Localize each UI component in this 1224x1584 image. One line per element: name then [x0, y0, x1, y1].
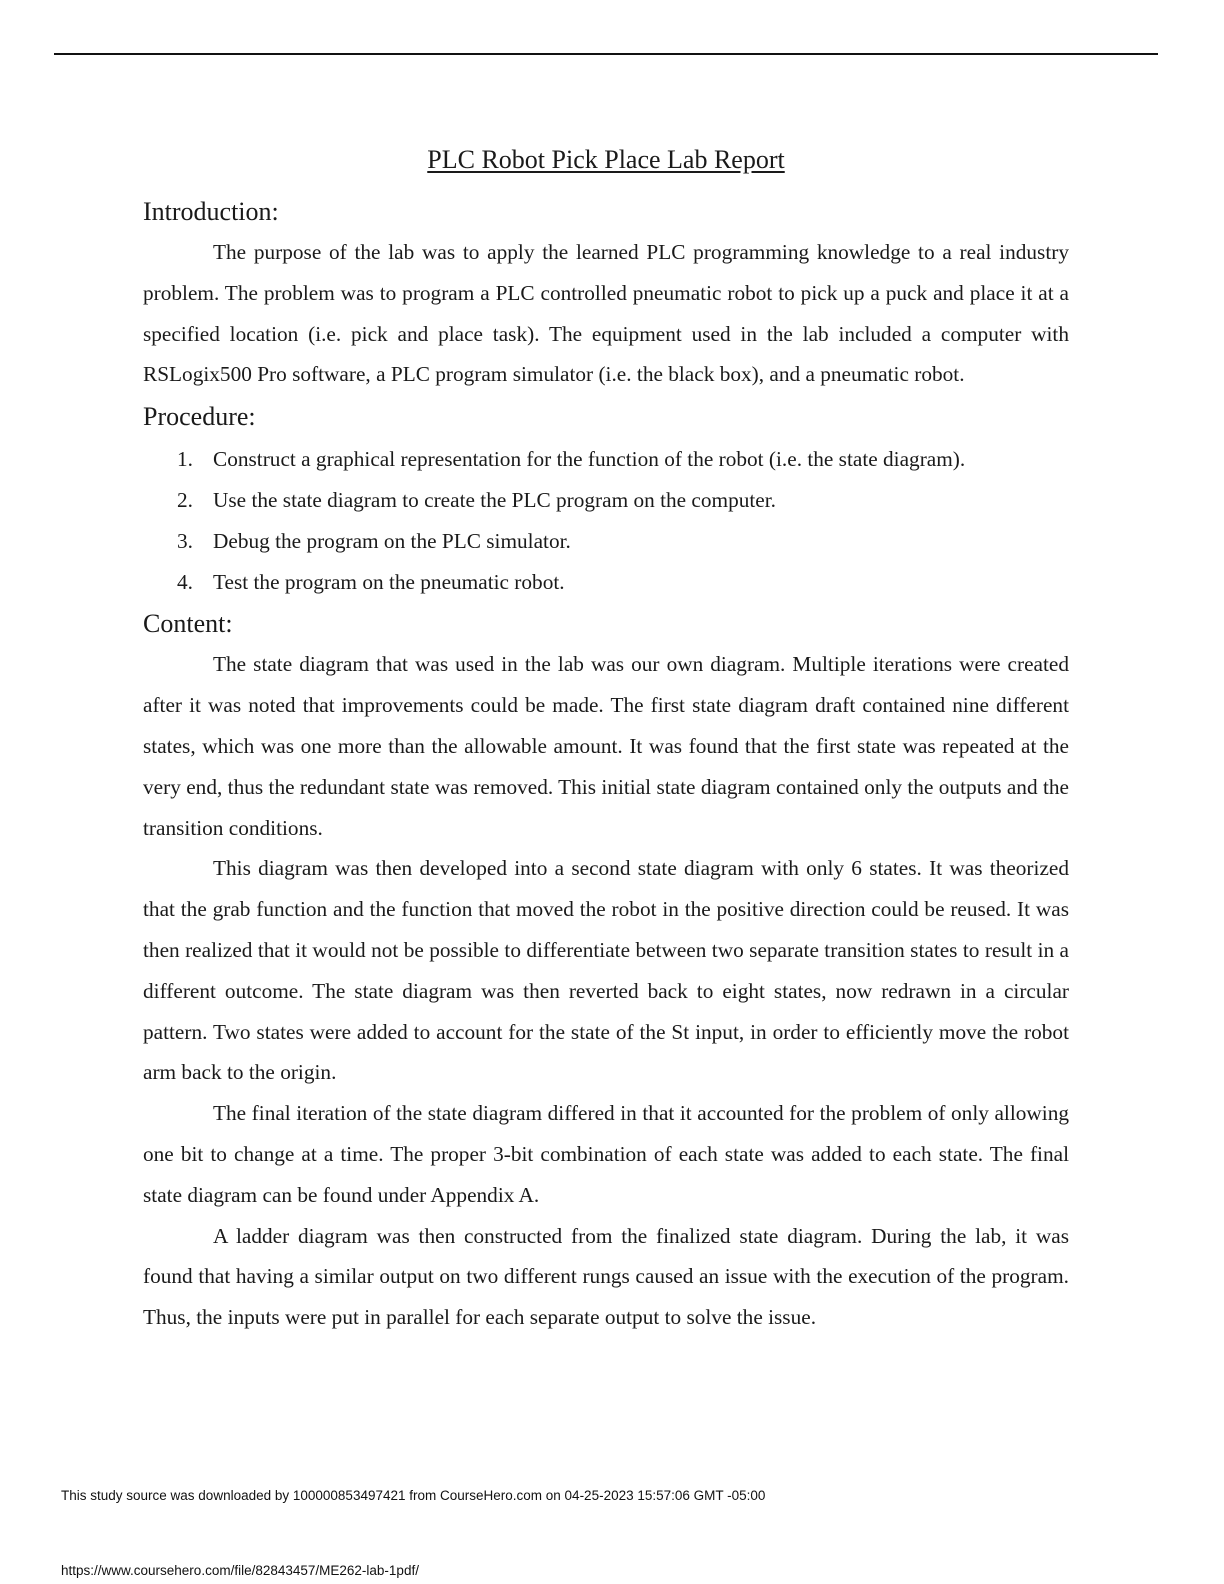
procedure-step-text: Debug the program on the PLC simulator.	[213, 528, 571, 553]
procedure-step-2	[143, 480, 1069, 521]
section-introduction	[143, 192, 1069, 395]
source-url-link[interactable]: https://www.coursehero.com/file/82843457/ME262-lab-1pdf/	[61, 1563, 419, 1578]
paragraph-introduction-1: The purpose of the lab was to apply the learned PLC programming knowledge to a real industry problem. The problem was to program a PLC controlled pneumatic robot to pick up a puck and place it at a specified location (i.e. pick and place task). The equipment used in the lab included a computer with RSLogix500 Pro software, a PLC program simulator (i.e. the black box), and a pneumatic robot.	[143, 240, 1069, 387]
procedure-step-3	[143, 521, 1069, 562]
procedure-step-number: 4.	[177, 569, 193, 594]
section-heading-content: Content:	[143, 609, 233, 639]
section-procedure	[143, 397, 1069, 602]
paragraph-content-4: A ladder diagram was then constructed from the finalized state diagram. During the lab, it was found that having a similar output on two different rungs caused an issue with the execution of the program. Thus, the inputs were put in parallel for each separate output to solve the issue.	[143, 1223, 1069, 1330]
paragraph-content-3: The final iteration of the state diagram differed in that it accounted for the problem of only allowing one bit to change at a time. The proper 3-bit combination of each state was added to each state. The final state diagram can be found under Appendix A.	[143, 1101, 1069, 1207]
section-heading-introduction: Introduction:	[143, 197, 279, 226]
procedure-step-4	[143, 562, 1069, 603]
procedure-step-1	[143, 439, 1069, 480]
section-content	[143, 604, 1069, 1338]
paragraph-content-1: The state diagram that was used in the lab was our own diagram. Multiple iterations were created after it was noted that improvements could be made. The first state diagram draft contained nine different states, which was one more than the allowable amount. It was found that the first state was repeated at the very end, thus the redundant state was removed. This initial state diagram contained only the outputs and the transition conditions.	[143, 652, 1069, 840]
procedure-step-text: Test the program on the pneumatic robot.	[213, 569, 565, 594]
procedure-step-number: 2.	[177, 487, 193, 512]
section-heading-procedure: Procedure:	[143, 402, 256, 432]
procedure-step-text: Construct a graphical representation for the function of the robot (i.e. the state diagram).	[213, 447, 966, 472]
paragraph-content-2: This diagram was then developed into a second state diagram with only 6 states. It was theorized that the grab function and the function that moved the robot in the positive direction could be reused. It was then realized that it would not be possible to differentiate between two separate transition states to result in a different outcome. The state diagram was then reverted back to eight states, now redrawn in a circular pattern. Two states were added to account for the state of the St input, in order to efficiently move the robot arm back to the origin.	[143, 856, 1069, 1085]
document-body	[143, 140, 1069, 1338]
procedure-list	[143, 439, 1069, 602]
download-notice: This study source was downloaded by 100000853497421 from CourseHero.com on 04-25-2023 15:57:06 GMT -05:00	[61, 1488, 766, 1503]
procedure-step-text: Use the state diagram to create the PLC program on the computer.	[213, 487, 777, 512]
document-title: PLC Robot Pick Place Lab Report	[427, 145, 785, 174]
procedure-step-number: 3.	[177, 528, 193, 553]
top-rule	[54, 53, 1158, 55]
procedure-step-number: 1.	[177, 447, 193, 472]
